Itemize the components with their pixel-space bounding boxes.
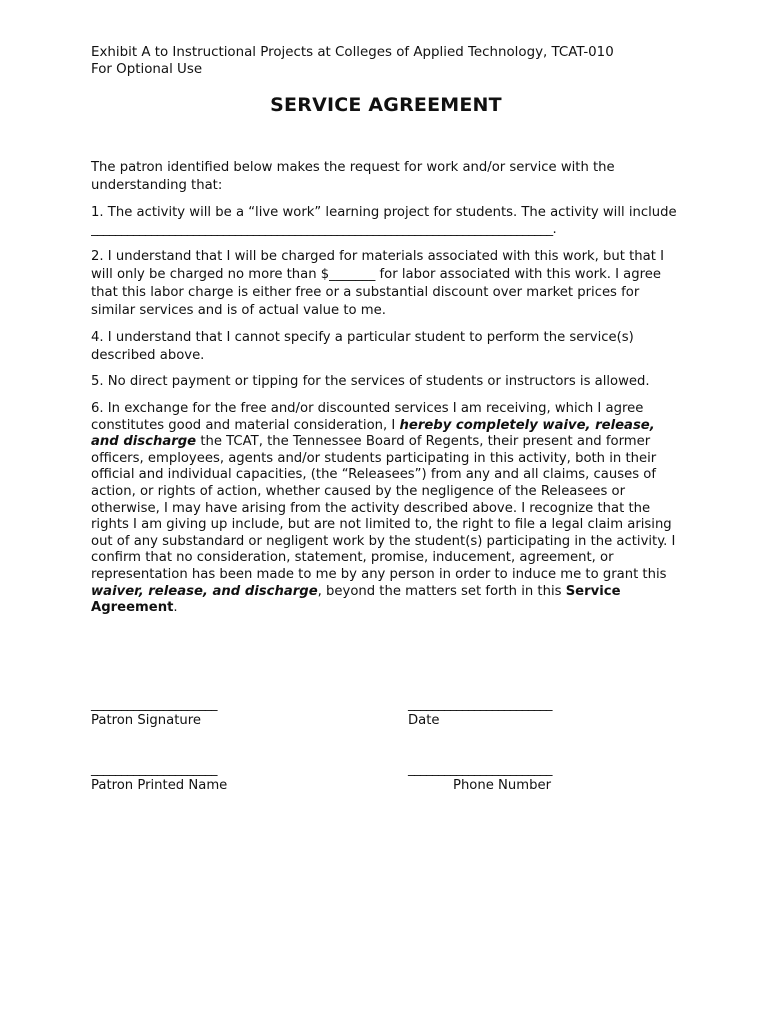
item-6-text-part1: 6. In exchange for the free and/or discounted services I am receiving, which I agree constitutes good and material consideration, I — [91, 400, 644, 433]
activity-description-blank: _____________________________________________________________________________. — [91, 221, 557, 237]
item-6-text-part2: the TCAT, the Tennessee Board of Regents, their present and former officers, employees, agents and/or students participating in this activity, both in their official and individual capacities, (the “Releasees”) from any and all claims, causes of action, or rights of action, whether caused by the negligence of the Releasees or otherwise, I may have arising from the activity described above. I recognize that the rights I am giving up include, but are not limited to, the right to file a legal claim arising out of any substandard or negligent work by the student(s) participating in the activity. I confirm that no consideration, statement, promise, inducement, agreement, or representation has been made to me by any person in order to induce me to grant this — [91, 434, 676, 582]
date-block — [408, 697, 552, 729]
phone-line[interactable]: ________________________ — [408, 762, 552, 777]
item-6-text-part3: , beyond the matters set forth in this — [317, 583, 566, 599]
date-label: Date — [408, 713, 440, 728]
item-6-paragraph — [91, 401, 681, 617]
item-6-waiver-emphasis: hereby completely waive, release, and discharge — [91, 417, 655, 450]
patron-signature-block — [91, 697, 217, 729]
intro-paragraph: The patron identified below makes the request for work and/or service with the understanding that: — [91, 160, 615, 193]
phone-label: Phone Number — [453, 778, 552, 793]
item-2-paragraph: 2. I understand that I will be charged for materials associated with this work, but that I will only be charged no more than $_______ for labor associated with this work. I agree that this labor charge is either free or a substantial discount over market prices for similar services and is of actual value to me. — [91, 249, 664, 318]
document-title: SERVICE AGREEMENT — [270, 94, 502, 116]
item-1-text: 1. The activity will be a “live work” learning project for students. The activity will include — [91, 205, 677, 220]
patron-name-label: Patron Printed Name — [91, 778, 228, 793]
patron-signature-label: Patron Signature — [91, 713, 201, 728]
item-6-text-part4: . — [173, 600, 178, 616]
phone-block — [408, 762, 552, 794]
patron-signature-line[interactable]: _____________________ — [91, 697, 217, 712]
exhibit-header: Exhibit A to Instructional Projects at Colleges of Applied Technology, TCAT-010 — [91, 45, 614, 60]
patron-name-block — [91, 762, 227, 794]
item-5-paragraph: 5. No direct payment or tipping for the services of students or instructors is allowed. — [91, 374, 650, 390]
document-page — [91, 44, 681, 617]
patron-name-line[interactable]: _____________________ — [91, 762, 217, 777]
item-6-waiver-emphasis-2: waiver, release, and discharge — [91, 583, 318, 599]
item-4-paragraph: 4. I understand that I cannot specify a particular student to perform the service(s) described above. — [91, 330, 634, 363]
optional-use-note: For Optional Use — [91, 62, 203, 77]
item-6-agreement-emphasis: Service Agreement — [91, 583, 621, 616]
item-1-paragraph — [91, 205, 681, 238]
date-line[interactable]: ________________________ — [408, 697, 552, 712]
